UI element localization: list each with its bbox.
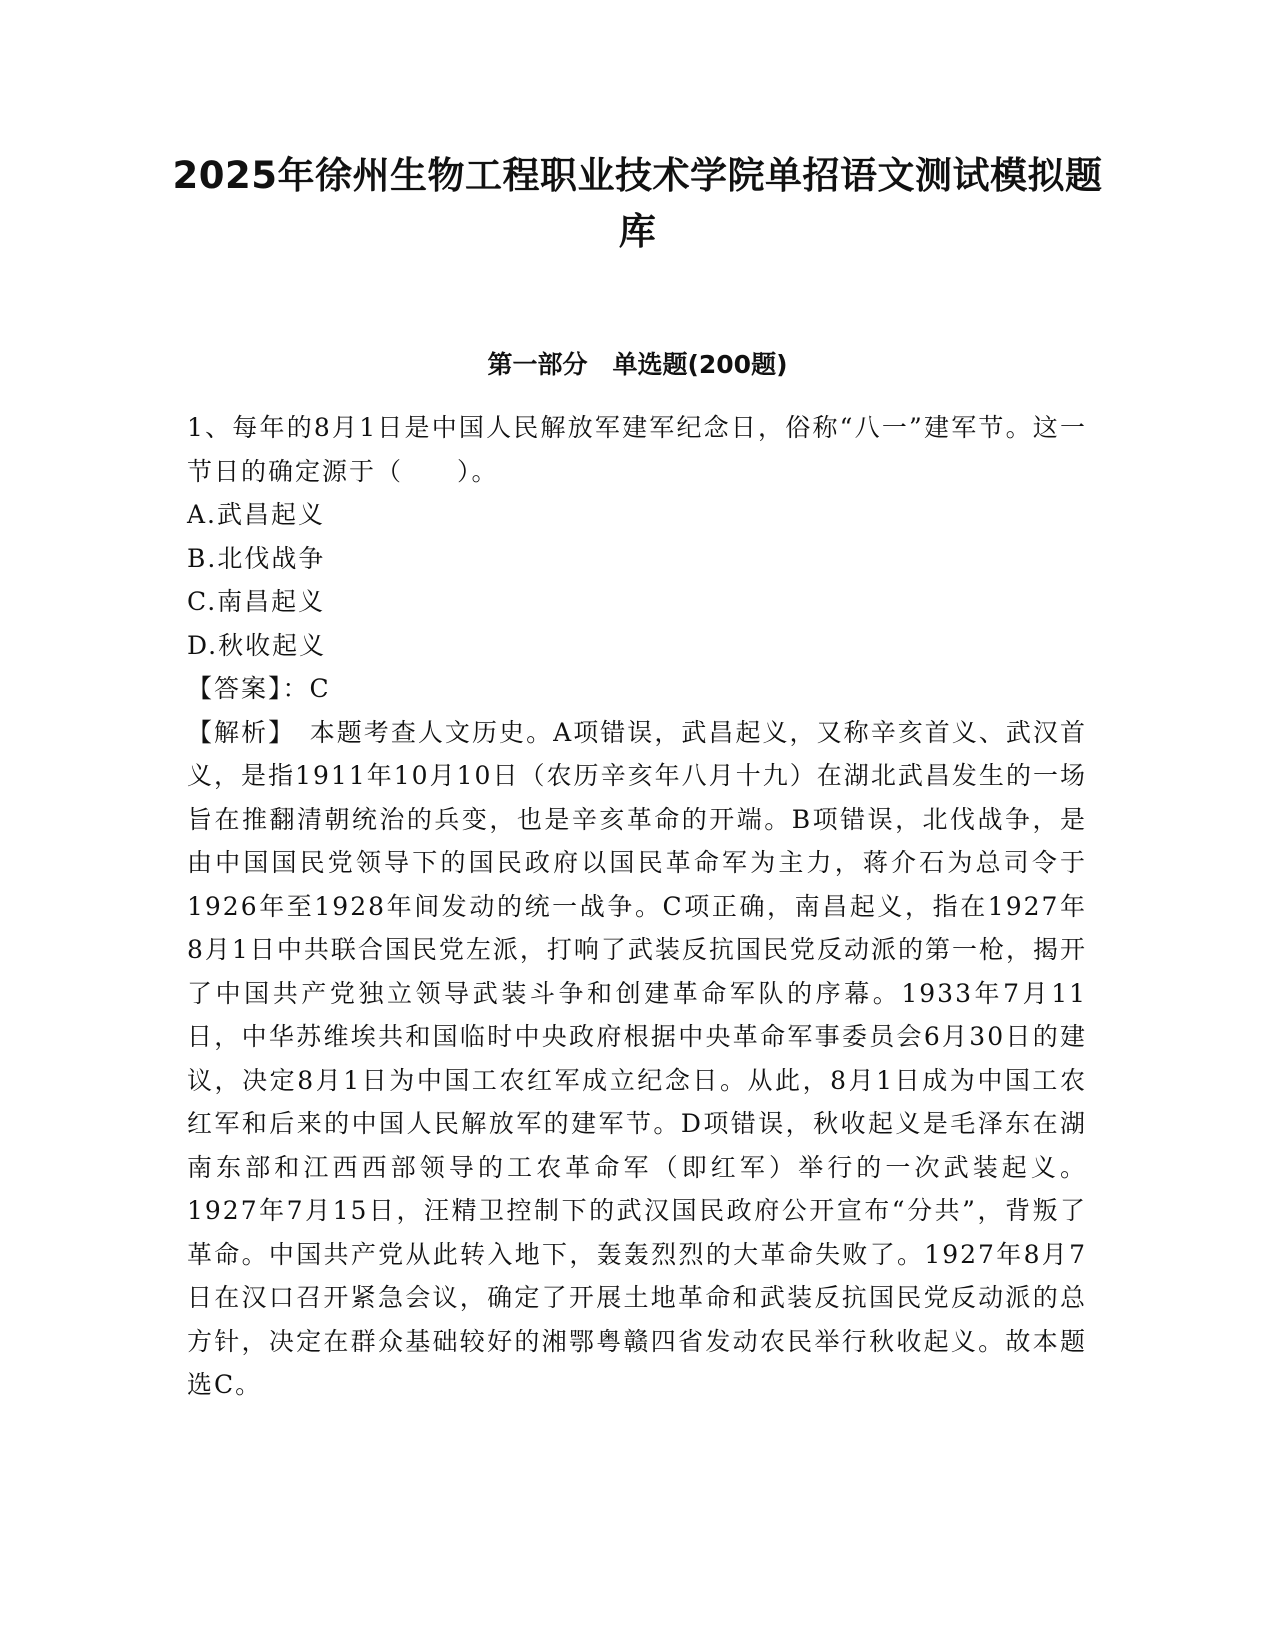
option-a: A.武昌起义 bbox=[187, 500, 326, 529]
option-b: B.北伐战争 bbox=[187, 543, 326, 573]
answer-line: 【答案】：C bbox=[187, 674, 331, 703]
document-title: 2025年徐州生物工程职业技术学院单招语文测试模拟题库 bbox=[172, 154, 1103, 253]
section-heading: 第一部分 单选题(200题) bbox=[487, 350, 788, 379]
question-block bbox=[187, 406, 1087, 1407]
analysis-paragraph: 【解析】 本题考查人文历史。A项错误，武昌起义，又称辛亥首义、武汉首义，是指1911年10月10日（农历辛亥年八月十九）在湖北武昌发生的一场旨在推翻清朝统治的兵变，也是辛亥革命的开端。B项错误，北伐战争，是由中国国民党领导下的国民政府以国民革命军为主力，蒋介石为总司令于1926年至1928年间发动的统一战争。C项正确，南昌起义，指在1927年8月1日中共联合国民党左派，打响了武装反抗国民党反动派的第一枪，揭开了中国共产党独立领导武装斗争和创建革命军队的序幕。1933年7月11日，中华苏维埃共和国临时中央政府根据中央革命军事委员会6月30日的建议，决定8月1日为中国工农红军成立纪念日。从此，8月1日成为中国工农红军和后来的中国人民解放军的建军节。D项错误，秋收起义是毛泽东在湖南东部和江西西部领导的工农革命军（即红军）举行的一次武装起义。1927年7月15日，汪精卫控制下的武汉国民政府公开宣布“分共”，背叛了革命。中国共产党从此转入地下，轰轰烈烈的大革命失败了。1927年8月7日在汉口召开紧急会议，确定了开展土地革命和武装反抗国民党反动派的总方针，决定在群众基础较好的湘鄂粤赣四省发动农民举行秋收起义。故本题选C。 bbox=[187, 717, 1087, 1399]
option-d: D.秋收起义 bbox=[187, 630, 327, 660]
question-stem: 1、每年的8月1日是中国人民解放军建军纪念日，俗称“八一”建军节。这一节日的确定源于（ ）。 bbox=[187, 413, 1087, 486]
option-c: C.南昌起义 bbox=[187, 587, 326, 616]
